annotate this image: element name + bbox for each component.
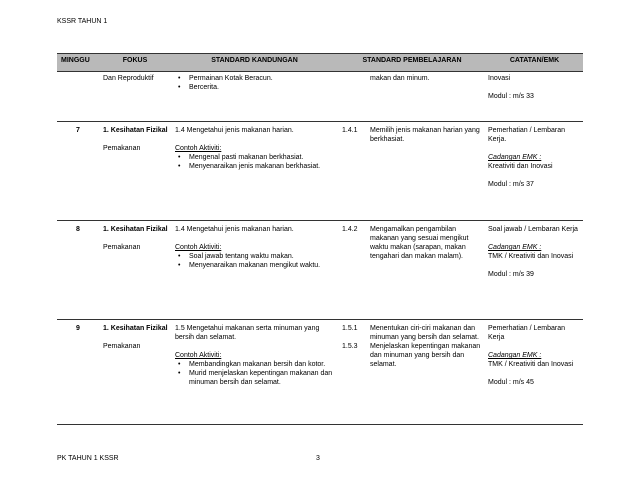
modul-text: Modul : m/s 45 [488,379,534,386]
modul-text: Modul : m/s 37 [488,181,534,188]
col-standard-kandungan-header: STANDARD KANDUNGAN [171,54,338,72]
page-number: 3 [316,455,320,462]
table-row [57,122,583,221]
cadangan-emk-label: Cadangan EMK : [488,154,542,161]
lesson-plan-table [57,53,583,425]
sp-code: 1.4.1 [342,127,358,134]
list-item: • Menyenaraikan jenis makanan berkhasiat. [175,162,335,171]
minggu-cell: 7 [57,122,99,221]
standard-pembelajaran-cell [338,72,486,122]
sp-text: Menentukan ciri-ciri makanan dan minuman yang bersih dan selamat. [370,325,479,341]
fokus-cell: Dan Reproduktif [99,72,171,122]
page-header: KSSR TAHUN 1 [57,18,108,25]
catatan-cell [486,72,583,122]
cadangan-emk-label: Cadangan EMK : [488,244,542,251]
catatan-text: Soal jawab / Lembaran Kerja [488,226,578,233]
emk-text: TMK / Kreativiti dan Inovasi [488,253,574,260]
minggu-cell: 8 [57,221,99,320]
fokus-sub: Pemakanan [103,145,141,152]
list-item: • Menyenaraikan makanan mengikut waktu. [175,261,335,270]
standard-pembelajaran-cell [338,320,486,425]
catatan-cell [486,221,583,320]
sp-code: 1.5.1 [342,325,358,332]
standard-kandungan-cell [171,72,338,122]
fokus-cell [99,221,171,320]
fokus-sub: Pemakanan [103,244,141,251]
page-footer: PK TAHUN 1 KSSR [57,455,119,462]
sp-code: 1.5.3 [342,343,358,350]
standard-pembelajaran-cell [338,221,486,320]
standard-pembelajaran-cell [338,122,486,221]
catatan-text: Pemerhatian / Lembaran Kerja. [488,127,566,143]
sk-title: 1.4 Mengetahui jenis makanan harian. [175,226,294,233]
minggu-cell: 9 [57,320,99,425]
list-item: • Permainan Kotak Beracun. [175,74,335,83]
table-row [57,320,583,425]
sk-title: 1.5 Mengetahui makanan serta minuman yang bersih dan selamat. [175,325,320,341]
table-header-row [57,54,583,72]
list-item: • Mengenal pasti makanan berkhasiat. [175,153,335,162]
fokus-title: 1. Kesihatan Fizikal [103,226,168,233]
col-minggu-header: MINGGU [57,54,99,72]
table-row [57,221,583,320]
modul-text: Modul : m/s 39 [488,271,534,278]
sk-title: 1.4 Mengetahui jenis makanan harian. [175,127,294,134]
standard-kandungan-cell [171,320,338,425]
emk-text: Kreativiti dan Inovasi [488,163,553,170]
fokus-sub: Pemakanan [103,343,141,350]
fokus-cell [99,320,171,425]
contoh-aktiviti-label: Contoh Aktiviti: [175,145,222,152]
catatan-cell [486,320,583,425]
fokus-cell [99,122,171,221]
cadangan-emk-label: Cadangan EMK : [488,352,542,359]
col-fokus-header: FOKUS [99,54,171,72]
fokus-title: 1. Kesihatan Fizikal [103,127,168,134]
catatan-cell [486,122,583,221]
sp-text: Memilih jenis makanan harian yang berkhasiat. [370,127,480,143]
contoh-aktiviti-label: Contoh Aktiviti: [175,352,222,359]
table-row [57,72,583,122]
list-item: • Soal jawab tentang waktu makan. [175,252,335,261]
fokus-title: 1. Kesihatan Fizikal [103,325,168,332]
col-catatan-header: CATATAN/EMK [486,54,583,72]
list-item: • Membandingkan makanan bersih dan kotor. [175,360,335,369]
contoh-aktiviti-label: Contoh Aktiviti: [175,244,222,251]
catatan-text: Pemerhatian / Lembaran Kerja [488,325,566,341]
list-item: • Murid menjelaskan kepentingan makanan dan minuman bersih dan selamat. [175,369,335,387]
sp-text: Menjelaskan kepentingan makanan dan minuman yang bersih dan selamat. [370,343,481,368]
sp-code: 1.4.2 [342,226,358,233]
sp-text: Mengamalkan pengambilan makanan yang sesuai mengikut waktu makan (sarapan, makan tengahari dan makan malam). [370,226,469,260]
modul-text: Modul : m/s 33 [488,93,534,100]
sp-text: makan dan minum. [370,75,430,82]
catatan-text: Inovasi [488,75,511,82]
list-item: • Bercerita. [175,83,335,92]
emk-text: TMK / Kreativiti dan Inovasi [488,361,574,368]
minggu-cell [57,72,99,122]
standard-kandungan-cell [171,122,338,221]
col-standard-pembelajaran-header: STANDARD PEMBELAJARAN [338,54,486,72]
standard-kandungan-cell [171,221,338,320]
